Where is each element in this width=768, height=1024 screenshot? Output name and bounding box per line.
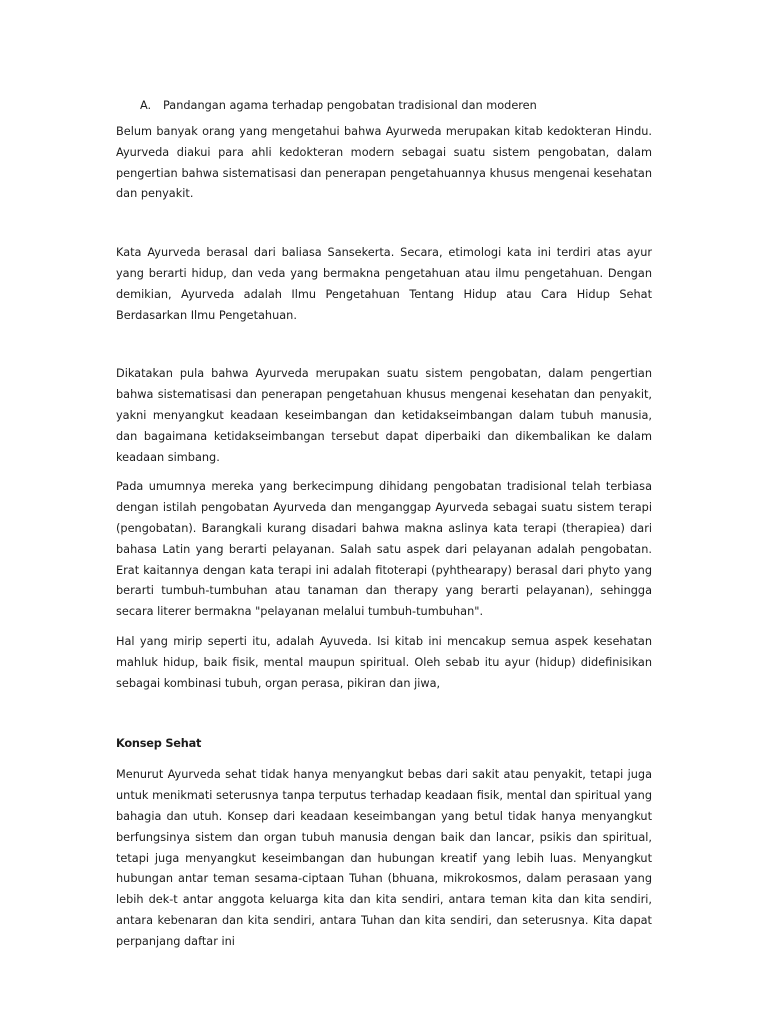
- paragraph-spacer: [116, 326, 652, 364]
- document-body: [116, 96, 652, 953]
- paragraph-2: Kata Ayurveda berasal dari baliasa Sansekerta. Secara, etimologi kata ini terdiri atas ayur yang berarti hidup, dan veda yang bermakna pengetahuan atau ilmu pengetahuan. Dengan demikian, Ayurveda adalah Ilmu Pengetahuan Tentang Hidup atau Cara Hidup Sehat Berdasarkan Ilmu Pengetahuan.: [116, 246, 652, 322]
- paragraph-spacer: [116, 623, 652, 632]
- paragraph-5: Hal yang mirip seperti itu, adalah Ayuveda. Isi kitab ini mencakup semua aspek kesehatan mahluk hidup, baik fisik, mental maupun spiritual. Oleh sebab itu ayur (hidup) didefinisikan sebagai kombinasi tubuh, organ perasa, pikiran dan jiwa,: [116, 634, 652, 690]
- paragraph-4: Pada umumnya mereka yang berkecimpung dihidang pengobatan tradisional telah terbiasa dengan istilah pengobatan Ayurveda dan menganggap Ayurveda sebagai suatu sistem terapi (pengobatan). Barangkali kurang disadari bahwa makna aslinya kata terapi (therapiea) dari bahasa Latin yang berarti pelayanan. Salah satu aspek dari pelayanan adalah pengobatan. Erat kaitannya dengan kata terapi ini adalah fitoterapi (pyhthearapy) berasal dari phyto yang berarti tumbuh-tumbuhan atau tanaman dan therapy yang berarti pelayanan), sehingga secara literer bermakna "pelayanan melalui tumbuh-tumbuhan".: [116, 480, 652, 619]
- paragraph-spacer: [116, 694, 652, 734]
- section-title: Konsep Sehat: [116, 737, 202, 751]
- section-paragraph: Menurut Ayurveda sehat tidak hanya menyangkut bebas dari sakit atau penyakit, tetapi juga untuk menikmati seterusnya tanpa terputus terhadap keadaan fisik, mental dan spiritual yang bahagia dan utuh. Konsep dari keadaan keseimbangan yang betul tidak hanya menyangkut berfungsinya sistem dan organ tubuh manusia dengan baik dan lancar, psikis dan spiritual, tetapi juga menyangkut keseimbangan dan hubungan kreatif yang lebih luas. Menyangkut hubungan antar teman sesama-ciptaan Tuhan (bhuana, mikrokosmos, dalam perasaan yang lebih dek-t antar anggota keluarga kita dan kita sendiri, antara teman kita dan kita sendiri, antara kebenaran dan kita sendiri, antara Tuhan dan kita sendiri, dan seterusnya. Kita dapat perpanjang daftar ini: [116, 768, 652, 948]
- paragraph-spacer: [116, 468, 652, 477]
- heading-number: A.: [140, 99, 152, 112]
- paragraph-spacer: [116, 754, 652, 765]
- paragraph-spacer: [116, 205, 652, 243]
- section-heading-a: [116, 96, 652, 115]
- paragraph-1: Belum banyak orang yang mengetahui bahwa Ayurweda merupakan kitab kedokteran Hindu. Ayurveda diakui para ahli kedokteran modern sebagai suatu sistem pengobatan, dalam pengertian bahwa sistematisasi dan penerapan pengetahuannya khusus mengenai kesehatan dan penyakit.: [116, 125, 652, 201]
- paragraph-3: Dikatakan pula bahwa Ayurveda merupakan suatu sistem pengobatan, dalam pengertian bahwa sistematisasi dan penerapan pengetahuan khusus mengenai kesehatan dan penyakit, yakni menyangkut keadaan keseimbangan dan ketidakseimbangan dalam tubuh manusia, dan bagaimana ketidakseimbangan tersebut dapat diperbaiki dan dikembalikan ke dalam keadaan simbang.: [116, 367, 652, 464]
- heading-title: Pandangan agama terhadap pengobatan tradisional dan moderen: [163, 99, 537, 112]
